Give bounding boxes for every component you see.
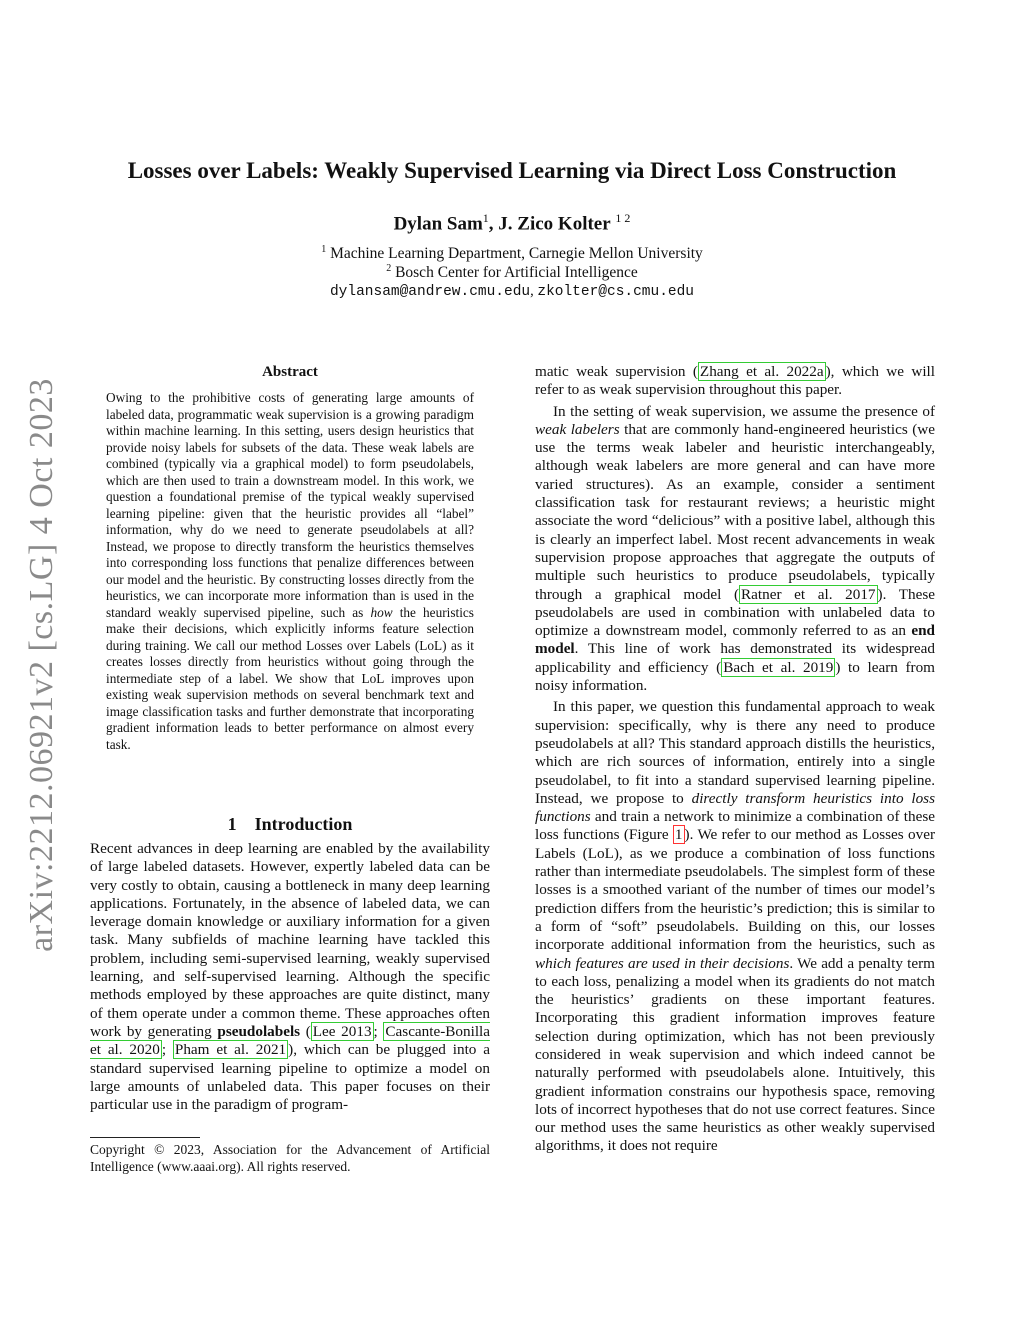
email: zkolter@cs.cmu.edu — [537, 284, 695, 300]
body-text: . We add a penalty term to each loss, penalizing a model when its gradients do not match the heuristics’ gradients on these important features. Incorporating this gradient information improves feature selection during optimization, which has not been previously considered in weak supervision and which indeed cannot be naturally performed with pseudolabels alone. Intuitively, this gradient information constrains our hypothesis space, removing lots of incorrect hypotheses that do not use correct features. Since our method uses the same heuristics as other weakly supervised algorithms, it does not require — [535, 954, 935, 1155]
body-text: ), which we will refer to as weak supervision throughout this paper. — [535, 363, 935, 399]
citation-link[interactable]: Zhang et al. 2022a — [699, 363, 824, 380]
body-text: that are commonly hand-engineered heuristics (we use the terms weak labeler and heuristic interchangeably, although weak labelers are more general and can have more varied structures). As an example, consider a sentiment classification task for restaurant reviews; a heuristic might associate the word “delicious” with a positive label, although this is clearly an imperfect label. Most recent advancements in weak supervision propose approaches that aggregate the outputs of multiple such heuristics to produce pseudolabels, typically through a graphical model ( — [535, 420, 935, 603]
body-text: In the setting of weak supervision, we assume the presence of — [553, 402, 935, 420]
affiliation — [0, 263, 1024, 282]
affiliation — [0, 244, 1024, 263]
arxiv-identifier: arXiv:2212.06921v2 [cs.LG] 4 Oct 2023 — [23, 378, 60, 952]
abstract-text: Owing to the prohibitive costs of generating large amounts of labeled data, programmatic weak supervision is a growing paradigm within machine learning. In this setting, users design heuristics that provide noisy labels for subsets of the data. These weak labels are combined (typically via a graphical model) to form pseudolabels, which are then used to train a downstream model. In this work, we question a foundational premise of the typical weakly supervised learning pipeline: given that the heuristic provides all “label” information, why do we need to generate pseudolabels at all? Instead, we propose to directly transform the heuristics themselves into corresponding loss functions that penalize differences between our model and the heuristic. By constructing losses directly from the heuristics, we can incorporate more information than is used in the standard weakly supervised pipeline, such as — [106, 390, 474, 620]
copyright-footnote: Copyright © 2023, Association for the Advancement of Artificial Intelligence (www.aaai.org). All rights reserved. — [90, 1142, 490, 1174]
abstract-body — [106, 390, 474, 753]
figure-link[interactable]: 1 — [674, 826, 683, 844]
author-name: J. Zico Kolter — [498, 213, 611, 235]
body-text: Recent advances in deep learning are enabled by the availability of large labeled datasets. However, expertly labeled data can be very costly to obtain, causing a bottleneck in many deep learning applications. Fortunately, in the absence of labeled data, we can leverage domain knowledge or auxiliary information for a given task. Many subfields of machine learning have tackled this problem, including semi-supervised learning, weakly supervised learning, and self-supervised learning. Although the specific methods employed by these approaches are quite distinct, many of them operate under a common theme. These approaches often work by generating — [90, 840, 490, 1040]
author-emails — [0, 283, 1024, 300]
body-text: ) to learn from noisy information. — [535, 658, 935, 695]
author-name: Dylan Sam — [393, 213, 483, 235]
introduction-body — [90, 840, 490, 1114]
affiliation-text: Bosch Center for Artificial Intelligence — [395, 264, 638, 282]
arxiv-sidebar — [20, 370, 64, 960]
citation-link[interactable]: Bach et al. 2019 — [723, 658, 834, 676]
body-text: ; — [373, 1022, 384, 1040]
emphasis: weak labelers — [535, 420, 620, 438]
citation-link[interactable]: Cascante-Bonilla et al. 2020 — [90, 1022, 490, 1059]
right-column — [535, 363, 935, 1156]
body-text: ). We refer to our method as Losses over Labels (LoL), as we produce a combination of loss functions rather than intermediate pseudolabels. The simplest form of these losses is a smoothed variant of the number of times our model’s prediction differs from the heuristic’s prediction; this is similar to a form of “soft” pseudolabels. Building on this, our losses incorporate additional information from the heuristics, such as — [535, 826, 935, 954]
abstract-emphasis: how — [370, 604, 393, 620]
body-text: and train a network to minimize a combination of these loss functions (Figure — [535, 808, 935, 844]
author-affiliation-mark: 1 — [482, 211, 489, 225]
affiliation-number: 2 — [386, 263, 392, 274]
body-text: ( — [300, 1022, 311, 1040]
email-separator: , — [530, 283, 538, 299]
citation-link[interactable]: Ratner et al. 2017 — [741, 585, 876, 603]
author-affiliation-mark: 1 2 — [615, 211, 631, 225]
bold-term: pseudolabels — [217, 1022, 301, 1040]
email: dylansam@andrew.cmu.edu — [329, 284, 531, 300]
abstract-heading: Abstract — [262, 364, 318, 380]
body-text: In this paper, we question this fundamental approach to weak supervision: specifically, why is there any need to produce pseudolabels at all? This standard approach distills the heuristics, which are rich sources of information, entirely into a single pseudolabel, to fit into a standard supervised learning pipeline. Instead, we propose to — [535, 698, 935, 807]
affiliation-number: 1 — [321, 244, 327, 255]
citation-link[interactable]: Lee 2013 — [312, 1022, 372, 1040]
paper-title: Losses over Labels: Weakly Supervised Learning via Direct Loss Construction — [127, 158, 897, 183]
body-text: ). These pseudolabels are used in combination with unlabeled data to optimize a downstream model, commonly referred to as an — [535, 585, 936, 640]
body-text: matic weak supervision ( — [535, 363, 698, 380]
bold-term: end model — [535, 622, 935, 658]
author-list — [0, 211, 1024, 235]
body-text: ), which can be plugged into a standard supervised learning pipeline to optimize a model on large amounts of unlabeled data. This paper focuses on their particular use in the paradigm of program- — [90, 1041, 490, 1114]
section-heading — [90, 814, 490, 835]
emphasis: directly transform heuristics into loss functions — [535, 789, 936, 826]
section-number: 1 — [227, 814, 237, 834]
emphasis: which features are used in their decisions — [535, 954, 790, 972]
abstract-text: the heuristics make their decisions, which explicitly informs feature selection during training. We call our method Losses over Labels (LoL) as it creates losses directly from heuristics without going through the intermediate step of a label. We show that LoL improves upon existing weak supervision methods on several benchmark text and image classification tasks and further demonstrate that incorporating gradient information leads to better performance on almost every task. — [106, 604, 474, 752]
section-title: Introduction — [254, 814, 353, 834]
body-text: . This line of work has demonstrated its widespread applicability and efficiency ( — [535, 640, 935, 676]
author-separator: , — [488, 213, 499, 235]
body-text: ; — [161, 1041, 173, 1059]
footnote-divider — [90, 1137, 200, 1138]
citation-link[interactable]: Pham et al. 2021 — [174, 1041, 287, 1059]
affiliation-text: Machine Learning Department, Carnegie Mellon University — [330, 245, 703, 263]
